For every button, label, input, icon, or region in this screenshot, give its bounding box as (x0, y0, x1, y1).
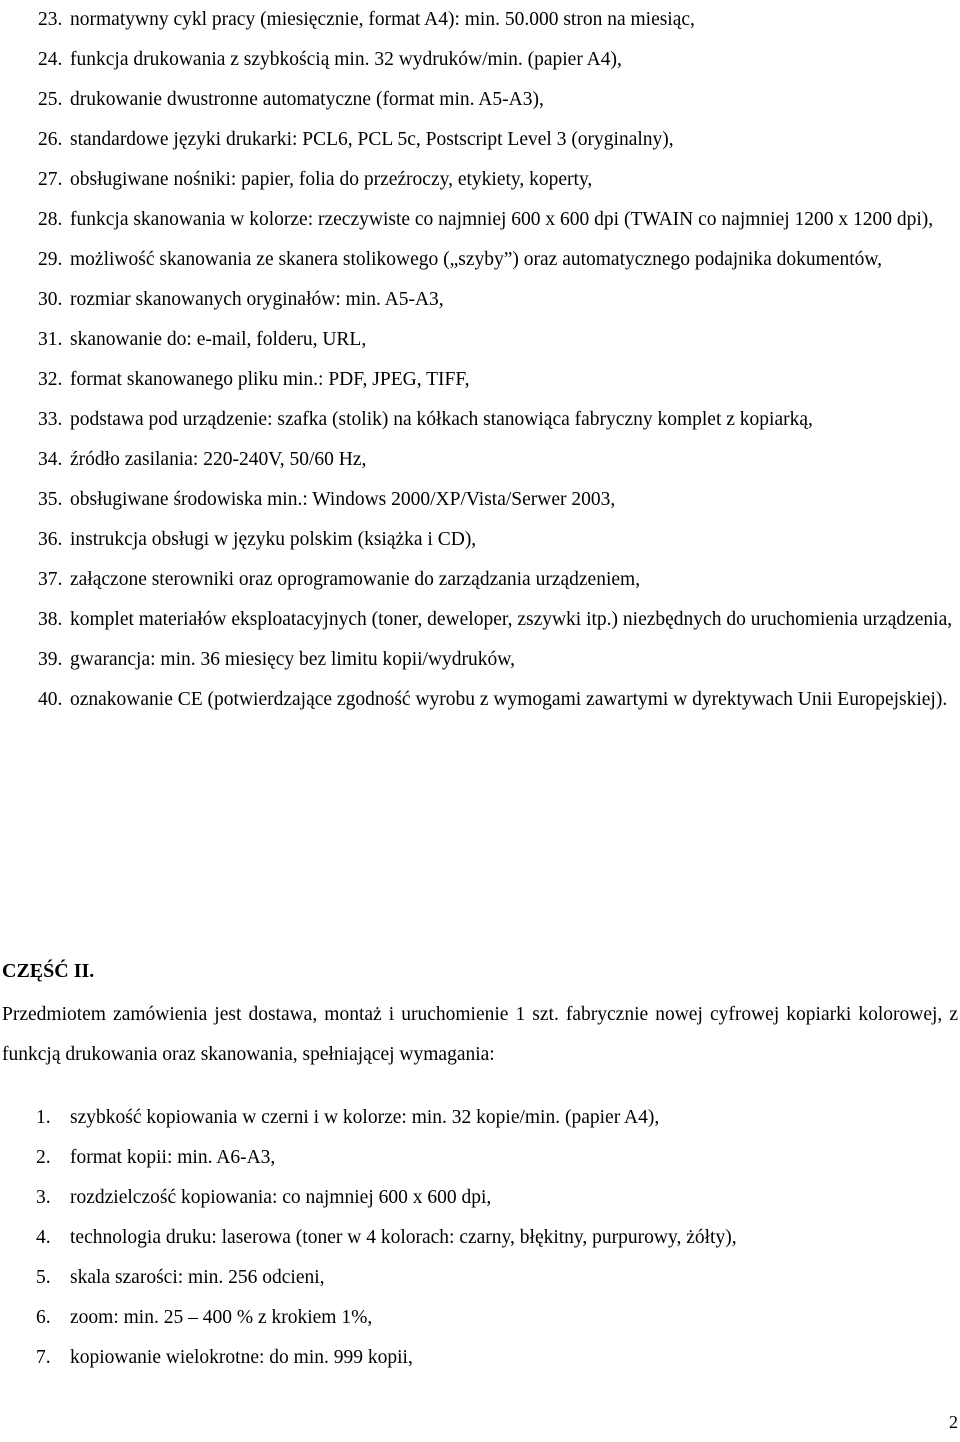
item-number: 30. (38, 289, 63, 310)
list-item (0, 80, 960, 120)
item-number: 6. (36, 1307, 51, 1328)
item-number: 23. (38, 9, 63, 30)
item-number: 4. (36, 1227, 51, 1248)
item-text: standardowe języki drukarki: PCL6, PCL 5c, Postscript Level 3 (oryginalny), (70, 129, 674, 150)
item-text: źródło zasilania: 220-240V, 50/60 Hz, (70, 449, 367, 470)
item-text: skala szarości: min. 256 odcieni, (70, 1267, 325, 1288)
item-text: załączone sterowniki oraz oprogramowanie do zarządzania urządzeniem, (70, 569, 641, 590)
item-number: 7. (36, 1347, 51, 1368)
item-text: kopiowanie wielokrotne: do min. 999 kopii, (70, 1347, 413, 1368)
list-item (0, 560, 960, 600)
list-item (0, 1298, 960, 1338)
item-text: funkcja drukowania z szybkością min. 32 wydruków/min. (papier A4), (70, 49, 622, 70)
list-item (0, 440, 960, 480)
list-item (0, 40, 960, 80)
item-text: obsługiwane nośniki: papier, folia do przeźroczy, etykiety, koperty, (70, 169, 593, 190)
item-number: 2. (36, 1147, 51, 1168)
item-number: 27. (38, 169, 63, 190)
list-item (0, 1258, 960, 1298)
item-number: 3. (36, 1187, 51, 1208)
item-text: zoom: min. 25 – 400 % z krokiem 1%, (70, 1307, 373, 1328)
item-number: 39. (38, 649, 63, 670)
item-number: 37. (38, 569, 63, 590)
list-item (0, 240, 960, 280)
item-text: rozdzielczość kopiowania: co najmniej 600 x 600 dpi, (70, 1187, 492, 1208)
item-text: format skanowanego pliku min.: PDF, JPEG, TIFF, (70, 369, 470, 390)
list-item (0, 1098, 960, 1138)
list-item (0, 360, 960, 400)
list-item (0, 480, 960, 520)
list-item (0, 320, 960, 360)
item-text: rozmiar skanowanych oryginałów: min. A5-A3, (70, 289, 444, 310)
item-text: normatywny cykl pracy (miesięcznie, format A4): min. 50.000 stron na miesiąc, (70, 9, 695, 30)
list-item (0, 200, 960, 240)
item-text: format kopii: min. A6-A3, (70, 1147, 276, 1168)
list-item (0, 1218, 960, 1258)
requirements-list-part-2 (0, 1098, 960, 1378)
requirements-list-continued (0, 0, 960, 720)
list-item (0, 400, 960, 440)
item-number: 32. (38, 369, 63, 390)
list-item (0, 0, 960, 40)
list-item (0, 1138, 960, 1178)
item-text: technologia druku: laserowa (toner w 4 kolorach: czarny, błękitny, purpurowy, żółty), (70, 1227, 737, 1248)
item-number: 34. (38, 449, 63, 470)
item-number: 28. (38, 209, 63, 230)
page-number: 2 (949, 1412, 958, 1432)
list-item (0, 1338, 960, 1378)
item-text: szybkość kopiowania w czerni i w kolorze: min. 32 kopie/min. (papier A4), (70, 1107, 660, 1128)
item-number: 33. (38, 409, 63, 430)
item-number: 40. (38, 689, 63, 710)
list-item (0, 600, 960, 640)
item-number: 1. (36, 1107, 51, 1128)
item-text: instrukcja obsługi w języku polskim (książka i CD), (70, 529, 477, 550)
item-number: 26. (38, 129, 63, 150)
list-item (0, 120, 960, 160)
item-number: 5. (36, 1267, 51, 1288)
item-text: możliwość skanowania ze skanera stolikowego („szyby”) oraz automatycznego podajnika dokumentów, (70, 249, 883, 270)
item-text: drukowanie dwustronne automatyczne (format min. A5-A3), (70, 89, 544, 110)
item-text: podstawa pod urządzenie: szafka (stolik) na kółkach stanowiąca fabryczny komplet z kopiarką, (70, 409, 813, 430)
item-number: 29. (38, 249, 63, 270)
item-text: gwarancja: min. 36 miesięcy bez limitu kopii/wydruków, (70, 649, 515, 670)
list-item (0, 640, 960, 680)
list-item (0, 160, 960, 200)
list-item (0, 1178, 960, 1218)
item-text: funkcja skanowania w kolorze: rzeczywiste co najmniej 600 x 600 dpi (TWAIN co najmniej 1200 x 1200 dpi), (70, 209, 934, 230)
list-item (0, 680, 960, 720)
item-text: skanowanie do: e-mail, folderu, URL, (70, 329, 367, 350)
item-text: oznakowanie CE (potwierdzające zgodność wyrobu z wymogami zawartymi w dyrektywach Unii Europejskiej). (70, 689, 948, 710)
item-number: 35. (38, 489, 63, 510)
item-number: 38. (38, 609, 63, 630)
section-title: CZĘŚĆ II. (2, 960, 95, 982)
item-number: 24. (38, 49, 63, 70)
item-number: 36. (38, 529, 63, 550)
list-item (0, 520, 960, 560)
item-number: 25. (38, 89, 63, 110)
intro-paragraph: Przedmiotem zamówienia jest dostawa, montaż i uruchomienie 1 szt. fabrycznie nowej cyfrowej kopiarki kolorowej, z funkcją drukowania oraz skanowania, spełniającej wymagania: (2, 1004, 958, 1065)
list-item (0, 280, 960, 320)
item-text: obsługiwane środowiska min.: Windows 2000/XP/Vista/Serwer 2003, (70, 489, 616, 510)
item-number: 31. (38, 329, 63, 350)
item-text: komplet materiałów eksploatacyjnych (toner, deweloper, zszywki itp.) niezbędnych do uruchomienia urządzenia, (70, 609, 953, 630)
